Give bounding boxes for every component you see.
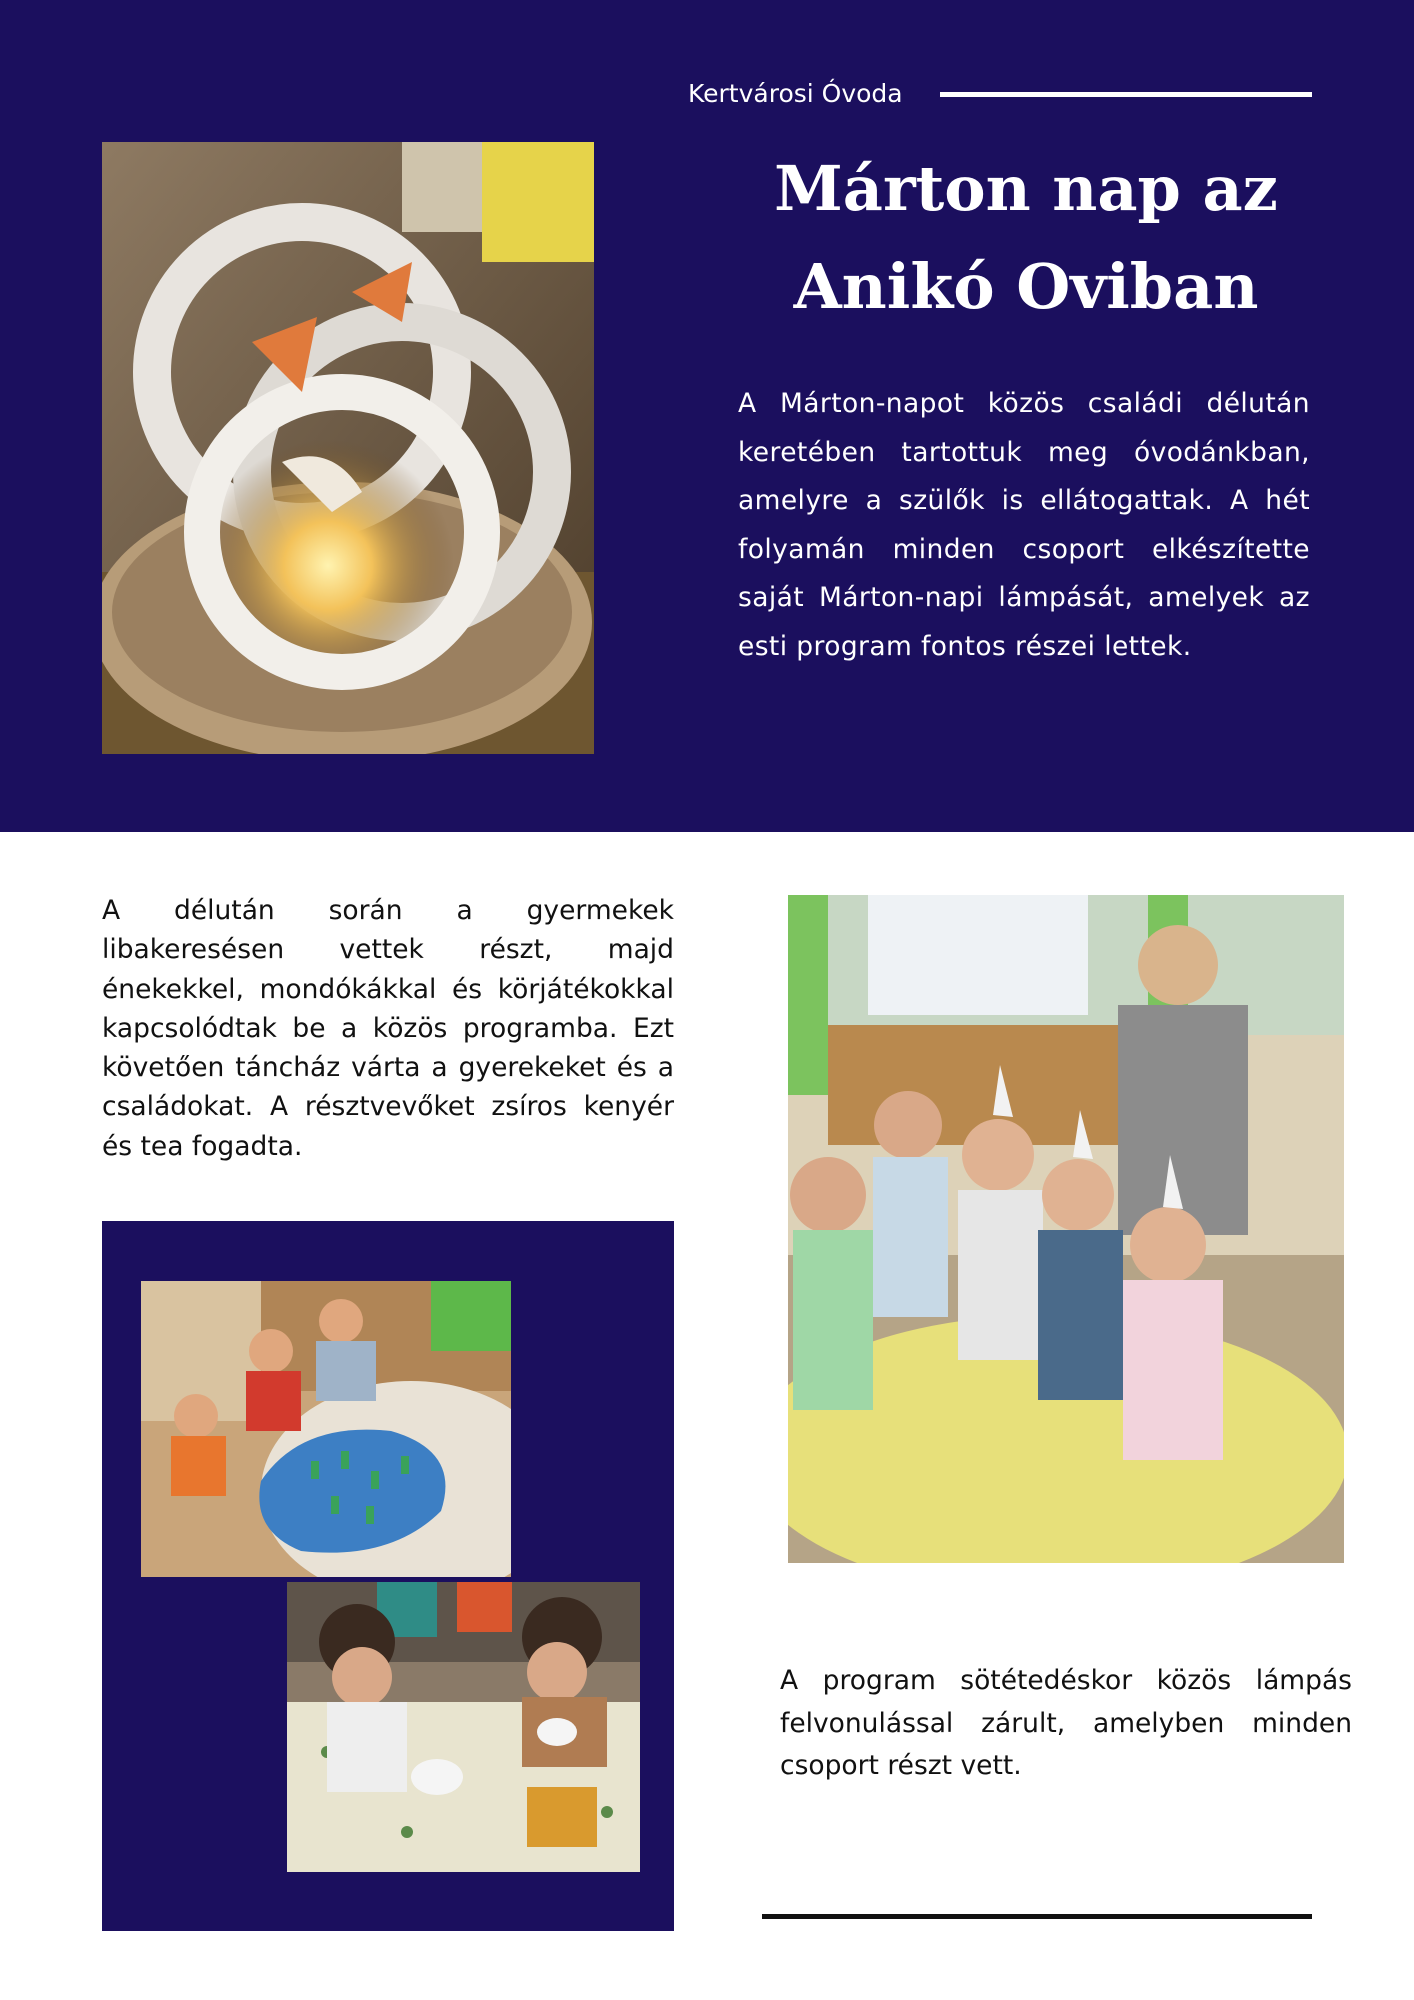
intro-paragraph: A Márton-napot közös családi délután keretében tartottuk meg óvodánkban, amelyre a szülők is ellátogattak. A hét folyamán minden csoport elkészítette saját Márton-napi lámpását, amelyek az esti program fontos részei lettek. — [738, 388, 1310, 662]
afternoon-paragraph: A délután során a gyermekek libakeresésen vettek részt, majd énekekkel, mondókákkal és körjátékokkal kapcsolódtak be a közös programba. Ezt követően táncház várta a gyerekeket és a családokat. A résztvevőket zsíros kenyér és tea fogadta. — [102, 895, 674, 1162]
page-title — [740, 140, 1312, 336]
closing-paragraph: A program sötétedéskor közös lámpás felvonulással zárult, amelyben minden csoport részt vett. — [780, 1665, 1352, 1781]
corn-game-photo — [287, 1582, 640, 1872]
lantern-photo — [102, 142, 594, 754]
goose-game-photo — [141, 1281, 511, 1577]
group-photo — [788, 895, 1344, 1563]
top-divider — [940, 92, 1312, 97]
school-name: Kertvárosi Óvoda — [688, 79, 903, 108]
title-line-2: Anikó Oviban — [793, 250, 1259, 323]
title-line-1: Márton nap az — [774, 152, 1278, 225]
bottom-divider — [762, 1914, 1312, 1919]
